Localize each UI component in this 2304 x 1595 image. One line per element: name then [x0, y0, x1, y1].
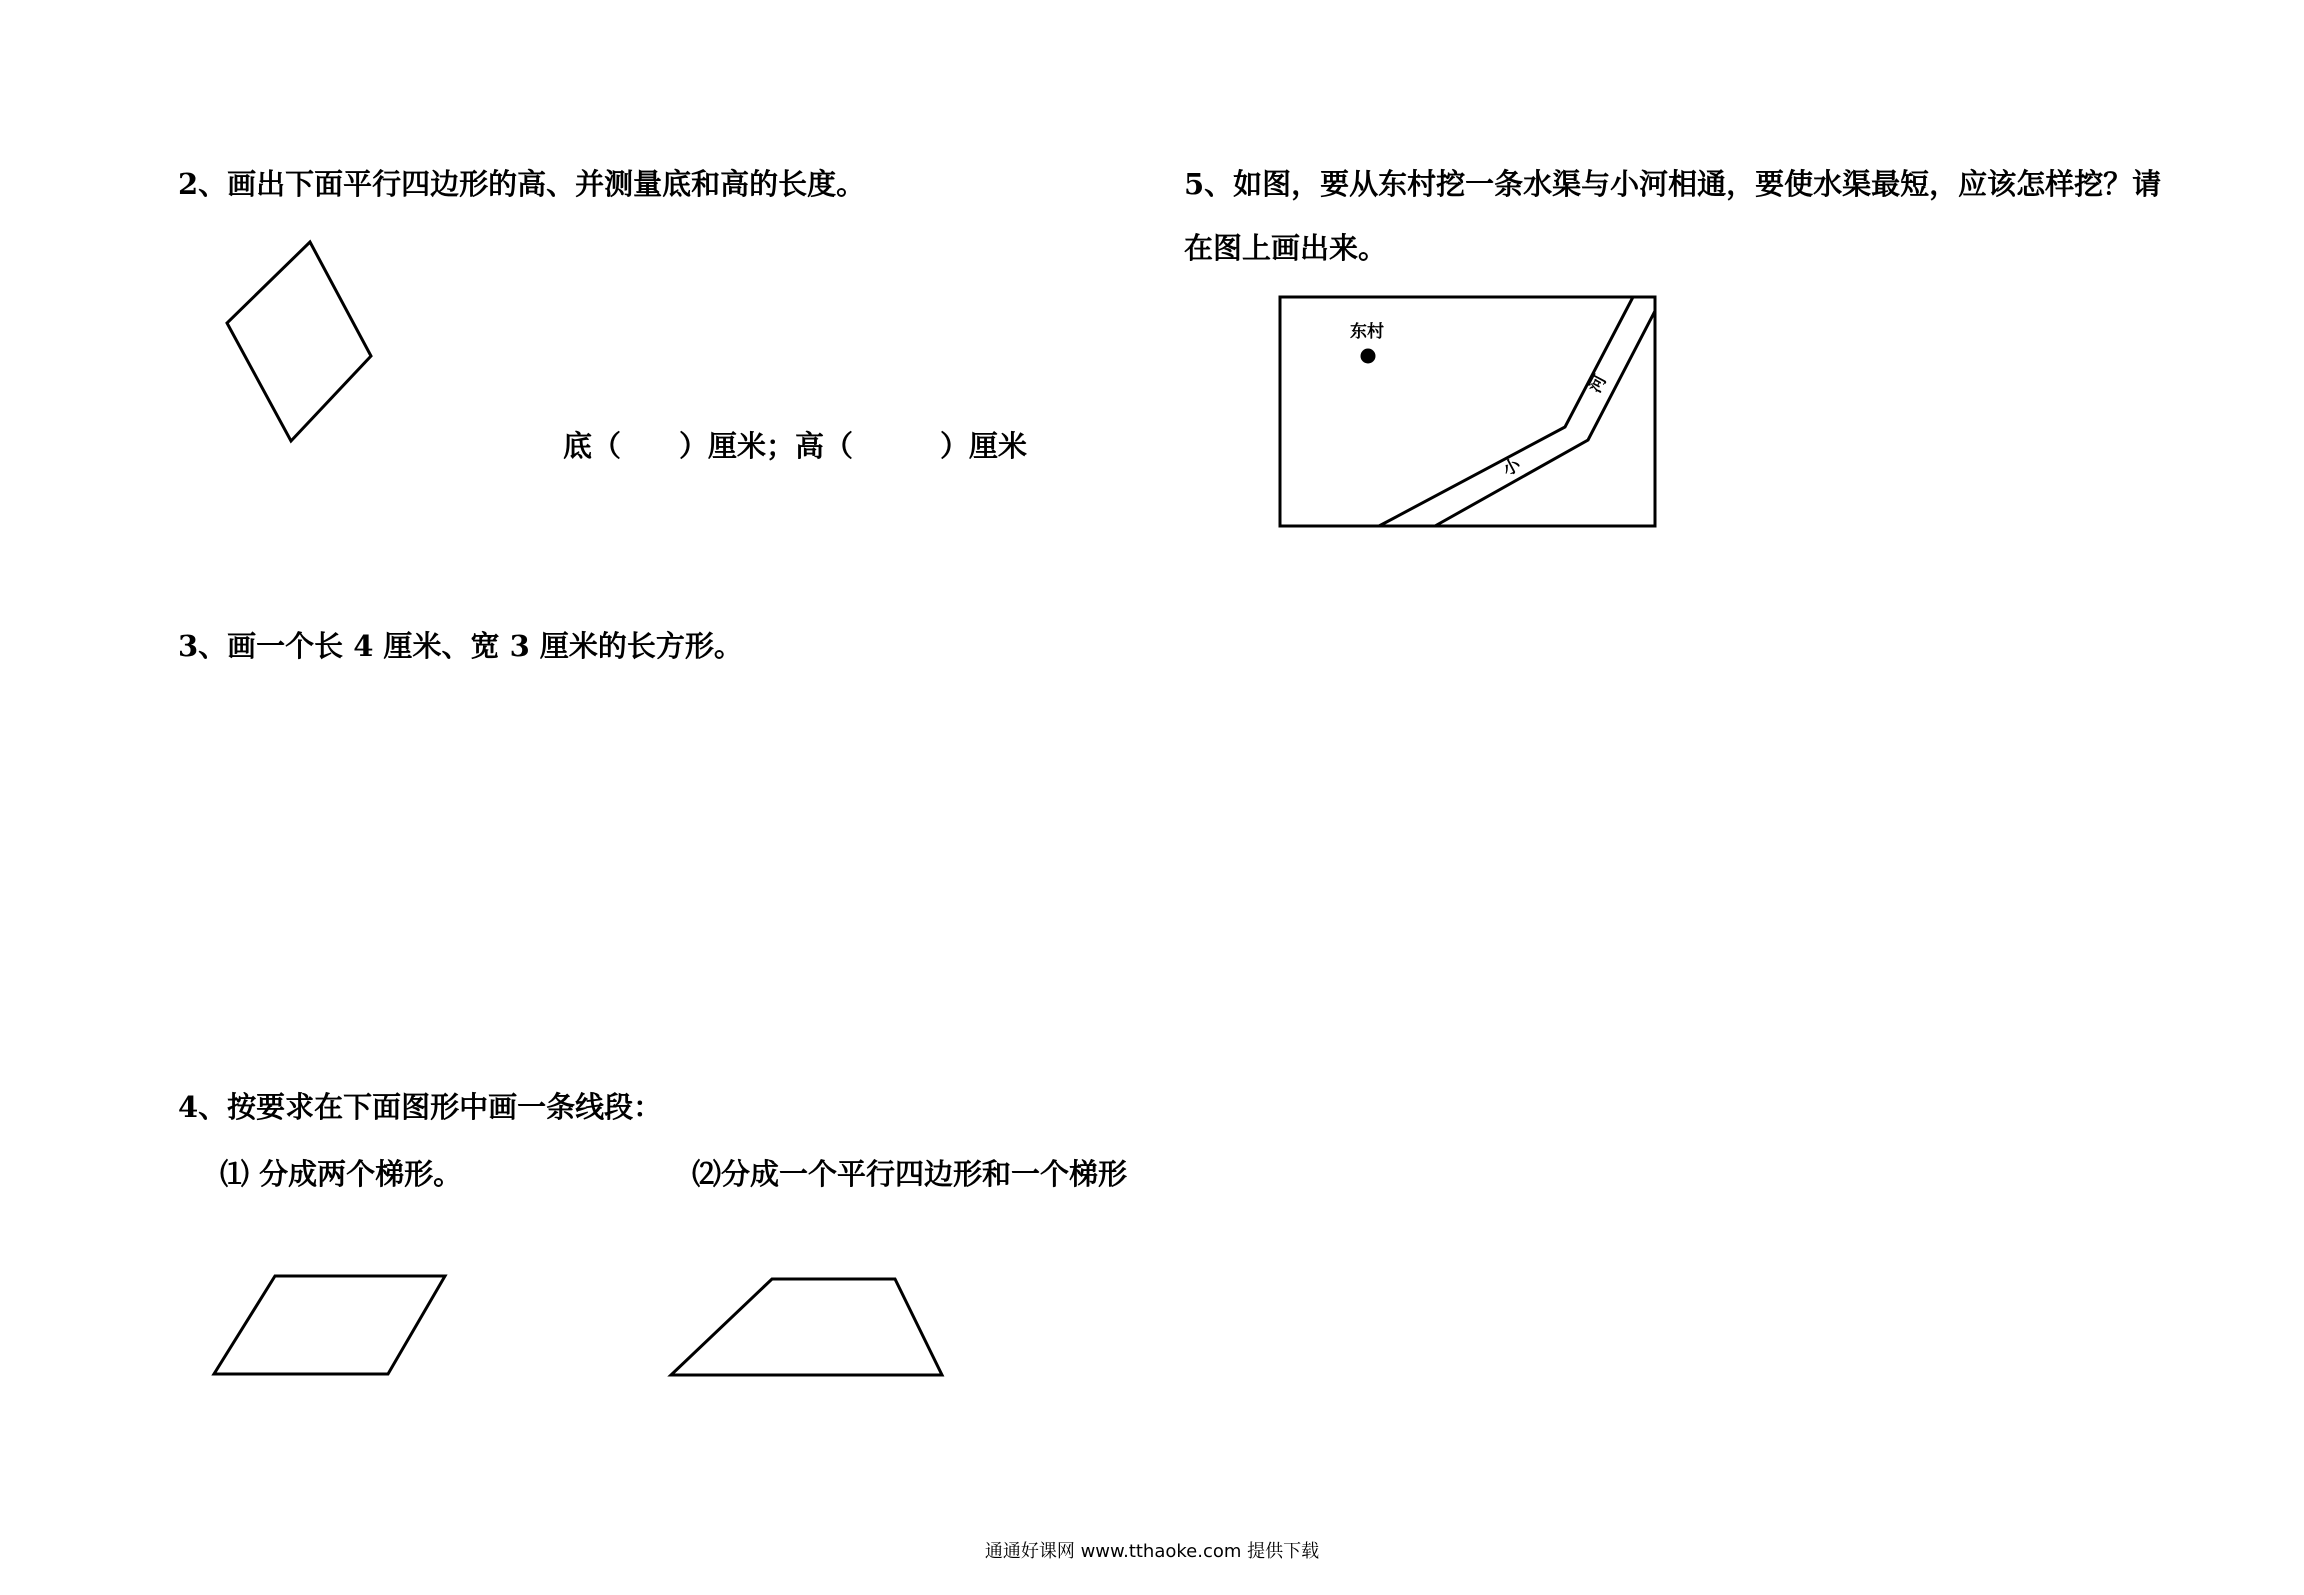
footer-credit: 通通好课网 www.tthaoke.com 提供下载 — [984, 1541, 1320, 1562]
q3-title: 3、画一个长 4 厘米、宽 3 厘米的长方形。 — [178, 629, 743, 663]
q2-parallelogram[interactable] — [220, 235, 380, 445]
village-label: 东村 — [1350, 322, 1384, 342]
q2-title: 2、画出下面平行四边形的高、并测量底和高的长度。 — [178, 167, 866, 201]
q5-title-line1: 5、如图，要从东村挖一条水渠与小河相通，要使水渠最短，应该怎样挖？请 — [1184, 167, 2162, 201]
map-border — [1280, 297, 1655, 526]
river-char-river: 河 — [1585, 371, 1611, 397]
q5-map[interactable] — [1275, 292, 1665, 532]
q4-part1-label: ⑴ 分成两个梯形。 — [220, 1157, 463, 1191]
q4-part2-label: ⑵分成一个平行四边形和一个梯形 — [692, 1157, 1128, 1191]
river-bank-right — [1435, 311, 1655, 526]
village-dot — [1361, 349, 1376, 364]
river-bank-left — [1379, 297, 1633, 526]
q2-answer-line: 底（ ）厘米；高（ ）厘米 — [563, 429, 1028, 463]
q5-title-line2: 在图上画出来。 — [1184, 231, 1388, 265]
q4-title: 4、按要求在下面图形中画一条线段： — [178, 1090, 663, 1124]
river-char-small: 小 — [1499, 454, 1525, 481]
q4-parallelogram[interactable] — [210, 1272, 455, 1382]
q4-trapezoid[interactable] — [665, 1275, 945, 1385]
